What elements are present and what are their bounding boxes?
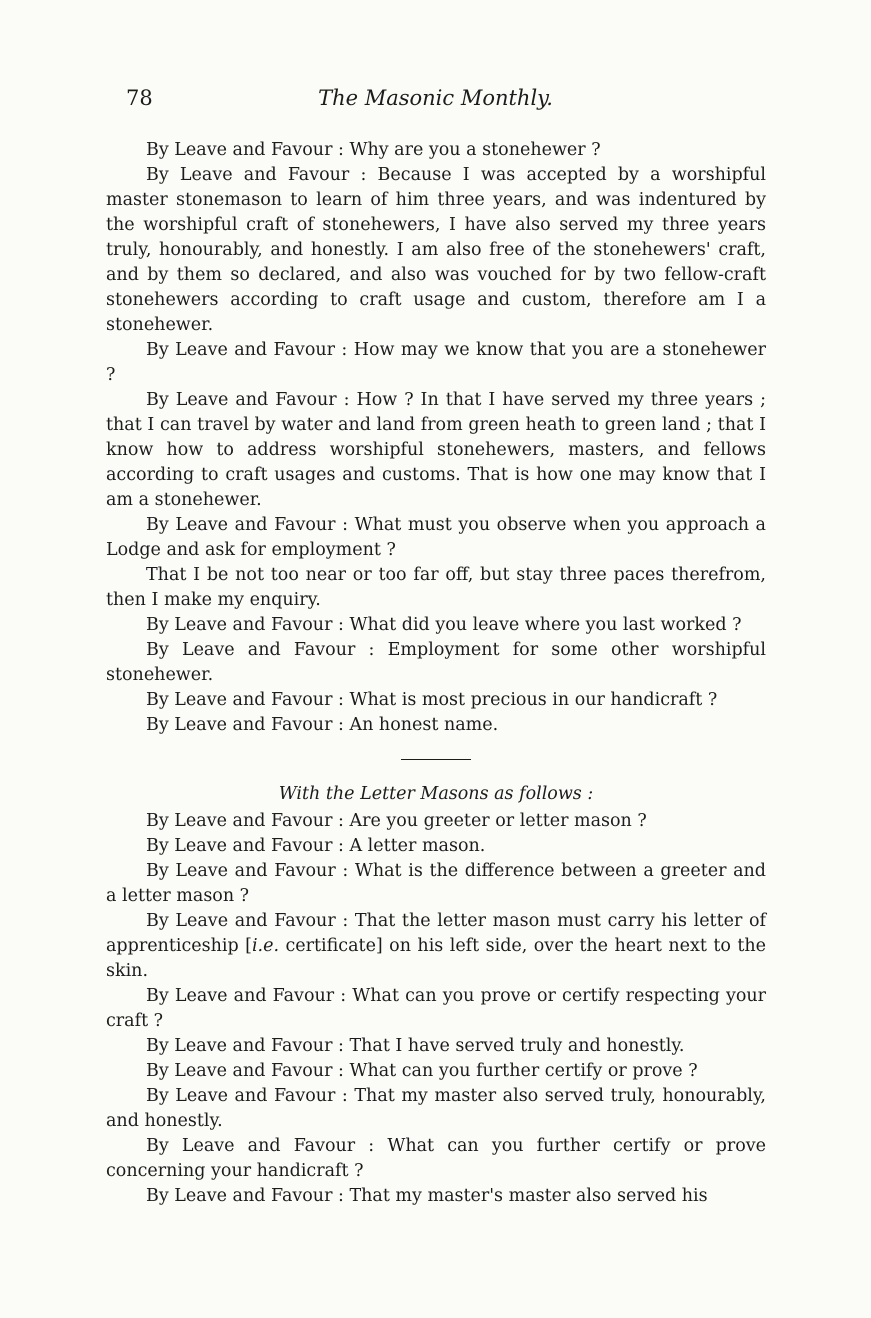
paragraph: By Leave and Favour : What can you further certify or prove ? [146,1061,698,1081]
paragraph: That I be not too near or too far off, but stay three paces therefrom, then I make my enquiry. [106,565,766,610]
paragraph: By Leave and Favour : That my master's master also served his [146,1186,708,1206]
paragraph: By Leave and Favour : What can you prove or certify respecting your craft ? [106,986,766,1031]
paragraph: By Leave and Favour : How ? In that I have served my three years ; that I can travel by water and land from green heath to green land ; that I know how to address worshipful stonehewers, masters, and fellows according to craft usages and customs. That is how one may know that I am a stonehewer. [106,390,766,510]
paragraph: By Leave and Favour : What is the difference between a greeter and a letter mason ? [106,861,766,906]
paragraph: By Leave and Favour : What did you leave where you last worked ? [146,615,742,635]
paragraph: By Leave and Favour : A letter mason. [146,836,486,856]
paragraph: By Leave and Favour : That I have served truly and honestly. [146,1036,685,1056]
paragraph: By Leave and Favour : That my master also served truly, honourably, and honestly. [106,1086,766,1131]
section-heading: With the Letter Masons as follows : [278,784,594,804]
paragraph: By Leave and Favour : How may we know that you are a stonehewer ? [106,340,766,385]
paragraph: By Leave and Favour : An honest name. [146,715,499,735]
paragraph-text: By Leave and Favour : That the letter mason must carry his letter of apprenticeship [ [106,911,766,956]
page-header [0,86,871,118]
paragraph: By Leave and Favour : What is most precious in our handicraft ? [146,690,718,710]
body-text [106,138,766,1209]
running-title: The Masonic Monthly. [318,86,553,110]
paragraph: By Leave and Favour : What can you further certify or prove concerning your handicraft ? [106,1136,766,1181]
abbreviation-ie: i.e. [251,936,280,956]
section-divider [401,759,471,760]
paragraph: By Leave and Favour : Because I was accepted by a worshipful master stonemason to learn of him three years, and was indentured by the worshipful craft of stonehewers, I have also served my three years truly, honourably, and honestly. I am also free of the stonehewers' craft, and by them so declared, and also was vouched for by two fellow-craft stonehewers according to craft usage and custom, therefore am I a stonehewer. [106,165,766,335]
page-number: 78 [126,86,153,110]
paragraph-certificate [106,909,766,984]
paragraph: By Leave and Favour : Are you greeter or letter mason ? [146,811,647,831]
paragraph: By Leave and Favour : Employment for some other worshipful stonehewer. [106,640,766,685]
paragraph: By Leave and Favour : What must you observe when you approach a Lodge and ask for employment ? [106,515,766,560]
paragraph: By Leave and Favour : Why are you a stonehewer ? [146,140,601,160]
paragraph-text: certificate] on his left side, over the heart next to the skin. [106,936,766,981]
